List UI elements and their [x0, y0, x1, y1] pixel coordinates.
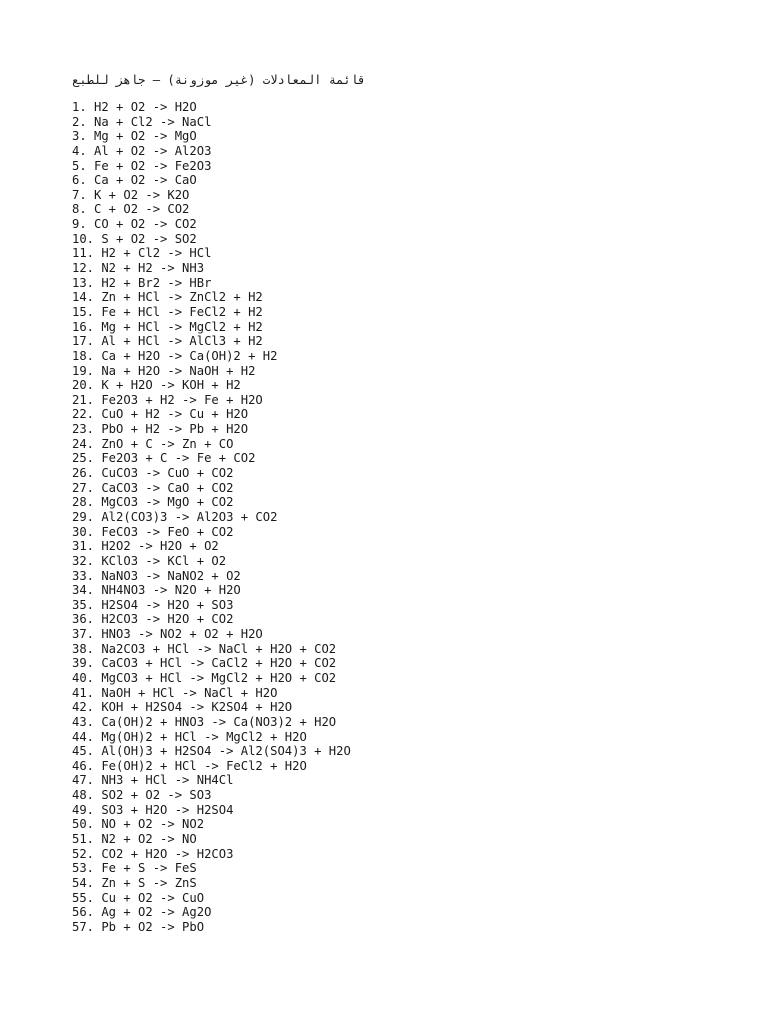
equation-line: 1. H2 + O2 -> H2O: [72, 100, 197, 114]
equation-line: 14. Zn + HCl -> ZnCl2 + H2: [72, 290, 263, 305]
equation-line: 47. NH3 + HCl -> NH4Cl: [72, 773, 234, 788]
equation-line: 37. HNO3 -> NO2 + O2 + H2O: [72, 627, 263, 642]
equation-line: 54. Zn + S -> ZnS: [72, 875, 197, 890]
equation-line: 51. N2 + O2 -> NO: [72, 832, 197, 847]
equation-line: 26. CuCO3 -> CuO + CO2: [72, 466, 234, 481]
equation-line: 42. KOH + H2SO4 -> K2SO4 + H2O: [72, 700, 293, 715]
equation-line: 11. H2 + Cl2 -> HCl: [72, 246, 212, 261]
equation-line: 57. Pb + O2 -> PbO: [72, 919, 205, 934]
equation-line: 38. Na2CO3 + HCl -> NaCl + H2O + CO2: [72, 641, 337, 656]
document-page: [72, 70, 752, 935]
equation-line: 9. CO + O2 -> CO2: [72, 217, 197, 232]
equation-line: 25. Fe2O3 + C -> Fe + CO2: [72, 451, 256, 466]
equation-line: 41. NaOH + HCl -> NaCl + H2O: [72, 685, 278, 700]
equation-line: 48. SO2 + O2 -> SO3: [72, 788, 212, 803]
equation-line: 21. Fe2O3 + H2 -> Fe + H2O: [72, 392, 263, 407]
equation-line: 53. Fe + S -> FeS: [72, 861, 197, 876]
equation-line: 2. Na + Cl2 -> NaCl: [72, 114, 212, 129]
equation-line: 27. CaCO3 -> CaO + CO2: [72, 480, 234, 495]
equation-line: 29. Al2(CO3)3 -> Al2O3 + CO2: [72, 509, 278, 524]
equation-line: 17. Al + HCl -> AlCl3 + H2: [72, 334, 263, 349]
equation-line: 19. Na + H2O -> NaOH + H2: [72, 363, 256, 378]
equation-line: 15. Fe + HCl -> FeCl2 + H2: [72, 304, 263, 319]
equation-line: 23. PbO + H2 -> Pb + H2O: [72, 422, 249, 437]
equation-line: 56. Ag + O2 -> Ag2O: [72, 905, 212, 920]
equation-line: 45. Al(OH)3 + H2SO4 -> Al2(SO4)3 + H2O: [72, 744, 351, 759]
equation-line: 33. NaNO3 -> NaNO2 + O2: [72, 568, 241, 583]
equation-line: 6. Ca + O2 -> CaO: [72, 173, 197, 188]
equation-line: 18. Ca + H2O -> Ca(OH)2 + H2: [72, 348, 278, 363]
equation-line: 20. K + H2O -> KOH + H2: [72, 378, 241, 393]
equation-line: 22. CuO + H2 -> Cu + H2O: [72, 407, 249, 422]
equation-line: 52. CO2 + H2O -> H2CO3: [72, 846, 234, 861]
equation-line: 35. H2SO4 -> H2O + SO3: [72, 597, 234, 612]
equation-list: [72, 100, 752, 935]
equation-line: 24. ZnO + C -> Zn + CO: [72, 436, 234, 451]
equation-line: 8. C + O2 -> CO2: [72, 202, 190, 217]
document-title: [72, 70, 372, 90]
equation-line: 7. K + O2 -> K2O: [72, 187, 190, 202]
equation-line: 13. H2 + Br2 -> HBr: [72, 275, 212, 290]
equation-line: 40. MgCO3 + HCl -> MgCl2 + H2O + CO2: [72, 670, 337, 685]
equation-line: 3. Mg + O2 -> MgO: [72, 129, 197, 144]
equation-line: 34. NH4NO3 -> N2O + H2O: [72, 583, 241, 598]
equation-line: 46. Fe(OH)2 + HCl -> FeCl2 + H2O: [72, 758, 307, 773]
equation-line: 55. Cu + O2 -> CuO: [72, 890, 205, 905]
document-title-text: قائمة المعادلات (غير موزونة) — جاهز للطبع: [72, 73, 366, 87]
equation-line: 32. KClO3 -> KCl + O2: [72, 553, 227, 568]
equation-line: 49. SO3 + H2O -> H2SO4: [72, 802, 234, 817]
equation-line: 5. Fe + O2 -> Fe2O3: [72, 158, 212, 173]
equation-line: 10. S + O2 -> SO2: [72, 231, 197, 246]
equation-line: 31. H2O2 -> H2O + O2: [72, 539, 219, 554]
equation-line: 43. Ca(OH)2 + HNO3 -> Ca(NO3)2 + H2O: [72, 714, 337, 729]
equation-line: 12. N2 + H2 -> NH3: [72, 261, 205, 276]
equation-line: 36. H2CO3 -> H2O + CO2: [72, 612, 234, 627]
equation-line: 50. NO + O2 -> NO2: [72, 817, 205, 832]
equation-line: 44. Mg(OH)2 + HCl -> MgCl2 + H2O: [72, 729, 307, 744]
equation-line: 39. CaCO3 + HCl -> CaCl2 + H2O + CO2: [72, 656, 337, 671]
equation-line: 16. Mg + HCl -> MgCl2 + H2: [72, 319, 263, 334]
equation-line: 30. FeCO3 -> FeO + CO2: [72, 524, 234, 539]
equation-line: 4. Al + O2 -> Al2O3: [72, 143, 212, 158]
equation-line: 28. MgCO3 -> MgO + CO2: [72, 495, 234, 510]
